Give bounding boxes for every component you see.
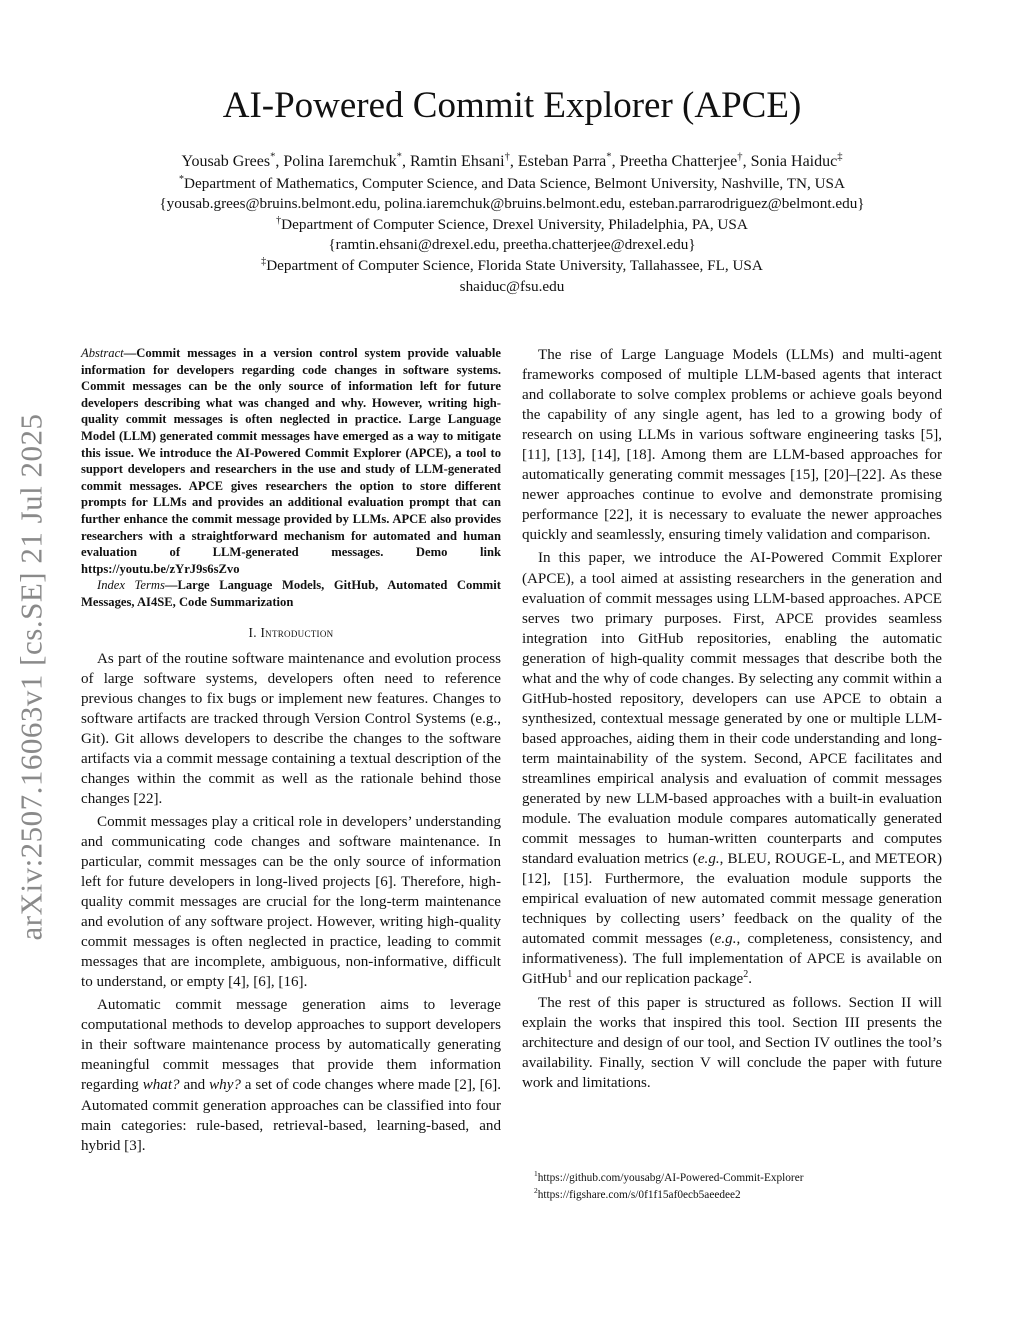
index-terms-label: Index Terms (97, 578, 165, 593)
author-name: Ramtin Ehsani (409, 153, 505, 170)
footnotes (534, 1170, 803, 1204)
affiliation-3-email: shaiduc@fsu.edu (459, 277, 565, 295)
abstract-label: Abstract (81, 346, 124, 360)
arxiv-watermark (4, 362, 60, 992)
author-name: Preetha Chatterjee (619, 153, 738, 170)
index-terms (81, 577, 501, 610)
author-block (80, 152, 944, 297)
paragraph: In this paper, we introduce the AI-Powered Commit Explorer (APCE), a tool aimed at assisting researchers in the generation and evaluation of commit messages using LLM-based approaches. APCE serves two primary purposes. First, APCE provides seamless integration into GitHub repositories, enabling the automatic generation of high-quality commit messages that describe both the what and the why of code changes. By selecting any commit within a GitHub-hosted repository, developers can use APCE to obtain a synthesized, contextual message generated by one or multiple LLM-based approaches, aiding them in their code understanding and long-term maintainability of the system. Second, APCE facilitates and streamlines empirical analysis and evaluation of commit messages generated by new LLM-based approaches with a built-in evaluation module. The evaluation module compares automatically generated commit messages to human-written counterparts and computes standard evaluation metrics (e.g., BLEU, ROUGE-L, and METEOR) [12], [15]. Furthermore, the evaluation module supports the empirical evaluation of new automated commit message generation techniques by collecting users’ feedback on the quality of the automated commit messages (e.g., completeness, consistency, and informativeness). The full implementation of APCE is available on GitHub$^1$ and our replication package$^2$. (522, 550, 942, 988)
paragraph: The rise of Large Language Models (LLMs) and multi-agent frameworks composed of multiple LLM-based agents that interact and collaborate to solve complex problems or achieve goals beyond the capability of any single agent, has led to a growing body of research on using LLMs in various software engineering tasks [5], [11], [13], [14], [18]. Among them are LLM-based approaches for automatically generating commit messages [15], [20]–[22]. As these newer approaches continue to evolve and demonstrate promising performance [22], it is necessary to evaluate the newer approaches quickly and seamlessly, ensuring timely validation and comparison. (522, 347, 942, 544)
section-heading: I. Introduction (248, 624, 334, 640)
author-name: Yousab Grees (181, 153, 271, 170)
author-name: Sonia Haiduc (750, 153, 838, 170)
author-name: Polina Iaremchuk (283, 153, 397, 170)
paragraph: Commit messages play a critical role in developers’ understanding and communicating code changes and software maintenance. In particular, commit messages can be the only source of information left for future developers in long-lived projects [6]. Therefore, high-quality commit messages are crucial for the long-term maintenance and evolution of any software project. However, writing high-quality commit messages is often neglected in practice, leading to commit messages that are incomplete, ambiguous, non-informative, difficult to understand, or empty [4], [6], [16]. (81, 813, 501, 991)
paragraph: Automatic commit message generation aims to leverage computational methods to develop approaches to support developers in their software maintenance process by automatically generating meaningful commit messages that provide them information regarding what? and why? a set of code changes where made [2], [6]. Automated commit generation approaches can be classified into four main categories: rule-based, retrieval-based, learning-based, and hybrid [3]. (81, 997, 501, 1154)
footnote-link[interactable]: https://github.com/yousabg/AI-Powered-Commit-Explorer (537, 1172, 804, 1184)
author-names: Yousab Grees*, Polina Iaremchuk*, Ramtin Ehsani†, Esteban Parra*, Preetha Chatterjee†, Sonia Haiduc‡ (181, 151, 843, 170)
affiliation-3: ‡Department of Computer Science, Florida State University, Tallahassee, FL, USA (261, 255, 763, 274)
abstract (81, 345, 501, 577)
paragraph: The rest of this paper is structured as follows. Section II will explain the works that inspired this tool. Section III presents the architecture and design of our tool, and Section IV outlines the tool’s availability. Finally, section V will conclude the paper with future work and limitations. (522, 994, 942, 1091)
footnote-link[interactable]: https://figshare.com/s/0f1f15af0ecb5aeedee2 (537, 1189, 741, 1201)
affiliation-2: †Department of Computer Science, Drexel University, Philadelphia, PA, USA (276, 214, 748, 233)
footnote-ref[interactable]: 2 (743, 969, 749, 981)
footnote: $^1$https://github.com/yousabg/AI-Powered-Commit-Explorer (534, 1169, 804, 1184)
author-name: Esteban Parra (517, 153, 607, 170)
affiliation-1: *Department of Mathematics, Computer Science, and Data Science, Belmont University, Nashville, TN, USA (179, 173, 845, 192)
affiliation-1-emails: {yousab.grees@bruins.belmont.edu, polina.iaremchuk@bruins.belmont.edu, esteban.parrarodriguez@belmont.edu} (159, 195, 865, 213)
arxiv-id: arXiv:2507.16063v1 [cs.SE] 21 Jul 2025 (14, 413, 49, 941)
intro-body-right (522, 345, 942, 1093)
right-column (522, 345, 942, 1093)
intro-body-left (81, 649, 501, 1156)
abstract-text: —Commit messages in a version control system provide valuable information for developers regarding code changes in software systems. Commit messages can be the only source of information left for future developers describing what was changed and why. However, writing high-quality commit messages is often neglected in practice. Large Language Model (LLM) generated commit messages have emerged as a way to mitigate this issue. We introduce the AI-Powered Commit Explorer (APCE), a tool to support developers and researchers in the use and study of LLM-generated commit messages. APCE gives researchers the option to store different prompts for LLMs and provides an additional evaluation prompt that can further enhance the commit message provided by LLMs. APCE also provides researchers with a straightforward mechanism for automated and human evaluation of LLM-generated messages. Demo link https://youtu.be/zYrJ9s6sZvo (81, 346, 501, 576)
paper-title: AI-Powered Commit Explorer (APCE) (222, 85, 802, 126)
left-column (81, 345, 501, 1156)
paragraph: As part of the routine software maintenance and evolution process of large software systems, developers often need to reference previous changes to fix bugs or implement new features. Changes to software artifacts are tracked through Version Control Systems (e.g., Git). Git allows developers to describe the changes to the software artifacts via a commit message containing a textual description of the changes within the commit as well as the rationale behind those changes [22]. (81, 650, 501, 807)
footnote: $^2$https://figshare.com/s/0f1f15af0ecb5aeedee2 (534, 1186, 741, 1201)
affiliation-2-emails: {ramtin.ehsani@drexel.edu, preetha.chatterjee@drexel.edu} (328, 236, 696, 254)
index-terms-text: —Large Language Models, GitHub, Automated Commit Messages, AI4SE, Code Summarization (81, 578, 501, 609)
footnote-ref[interactable]: 1 (567, 969, 573, 981)
